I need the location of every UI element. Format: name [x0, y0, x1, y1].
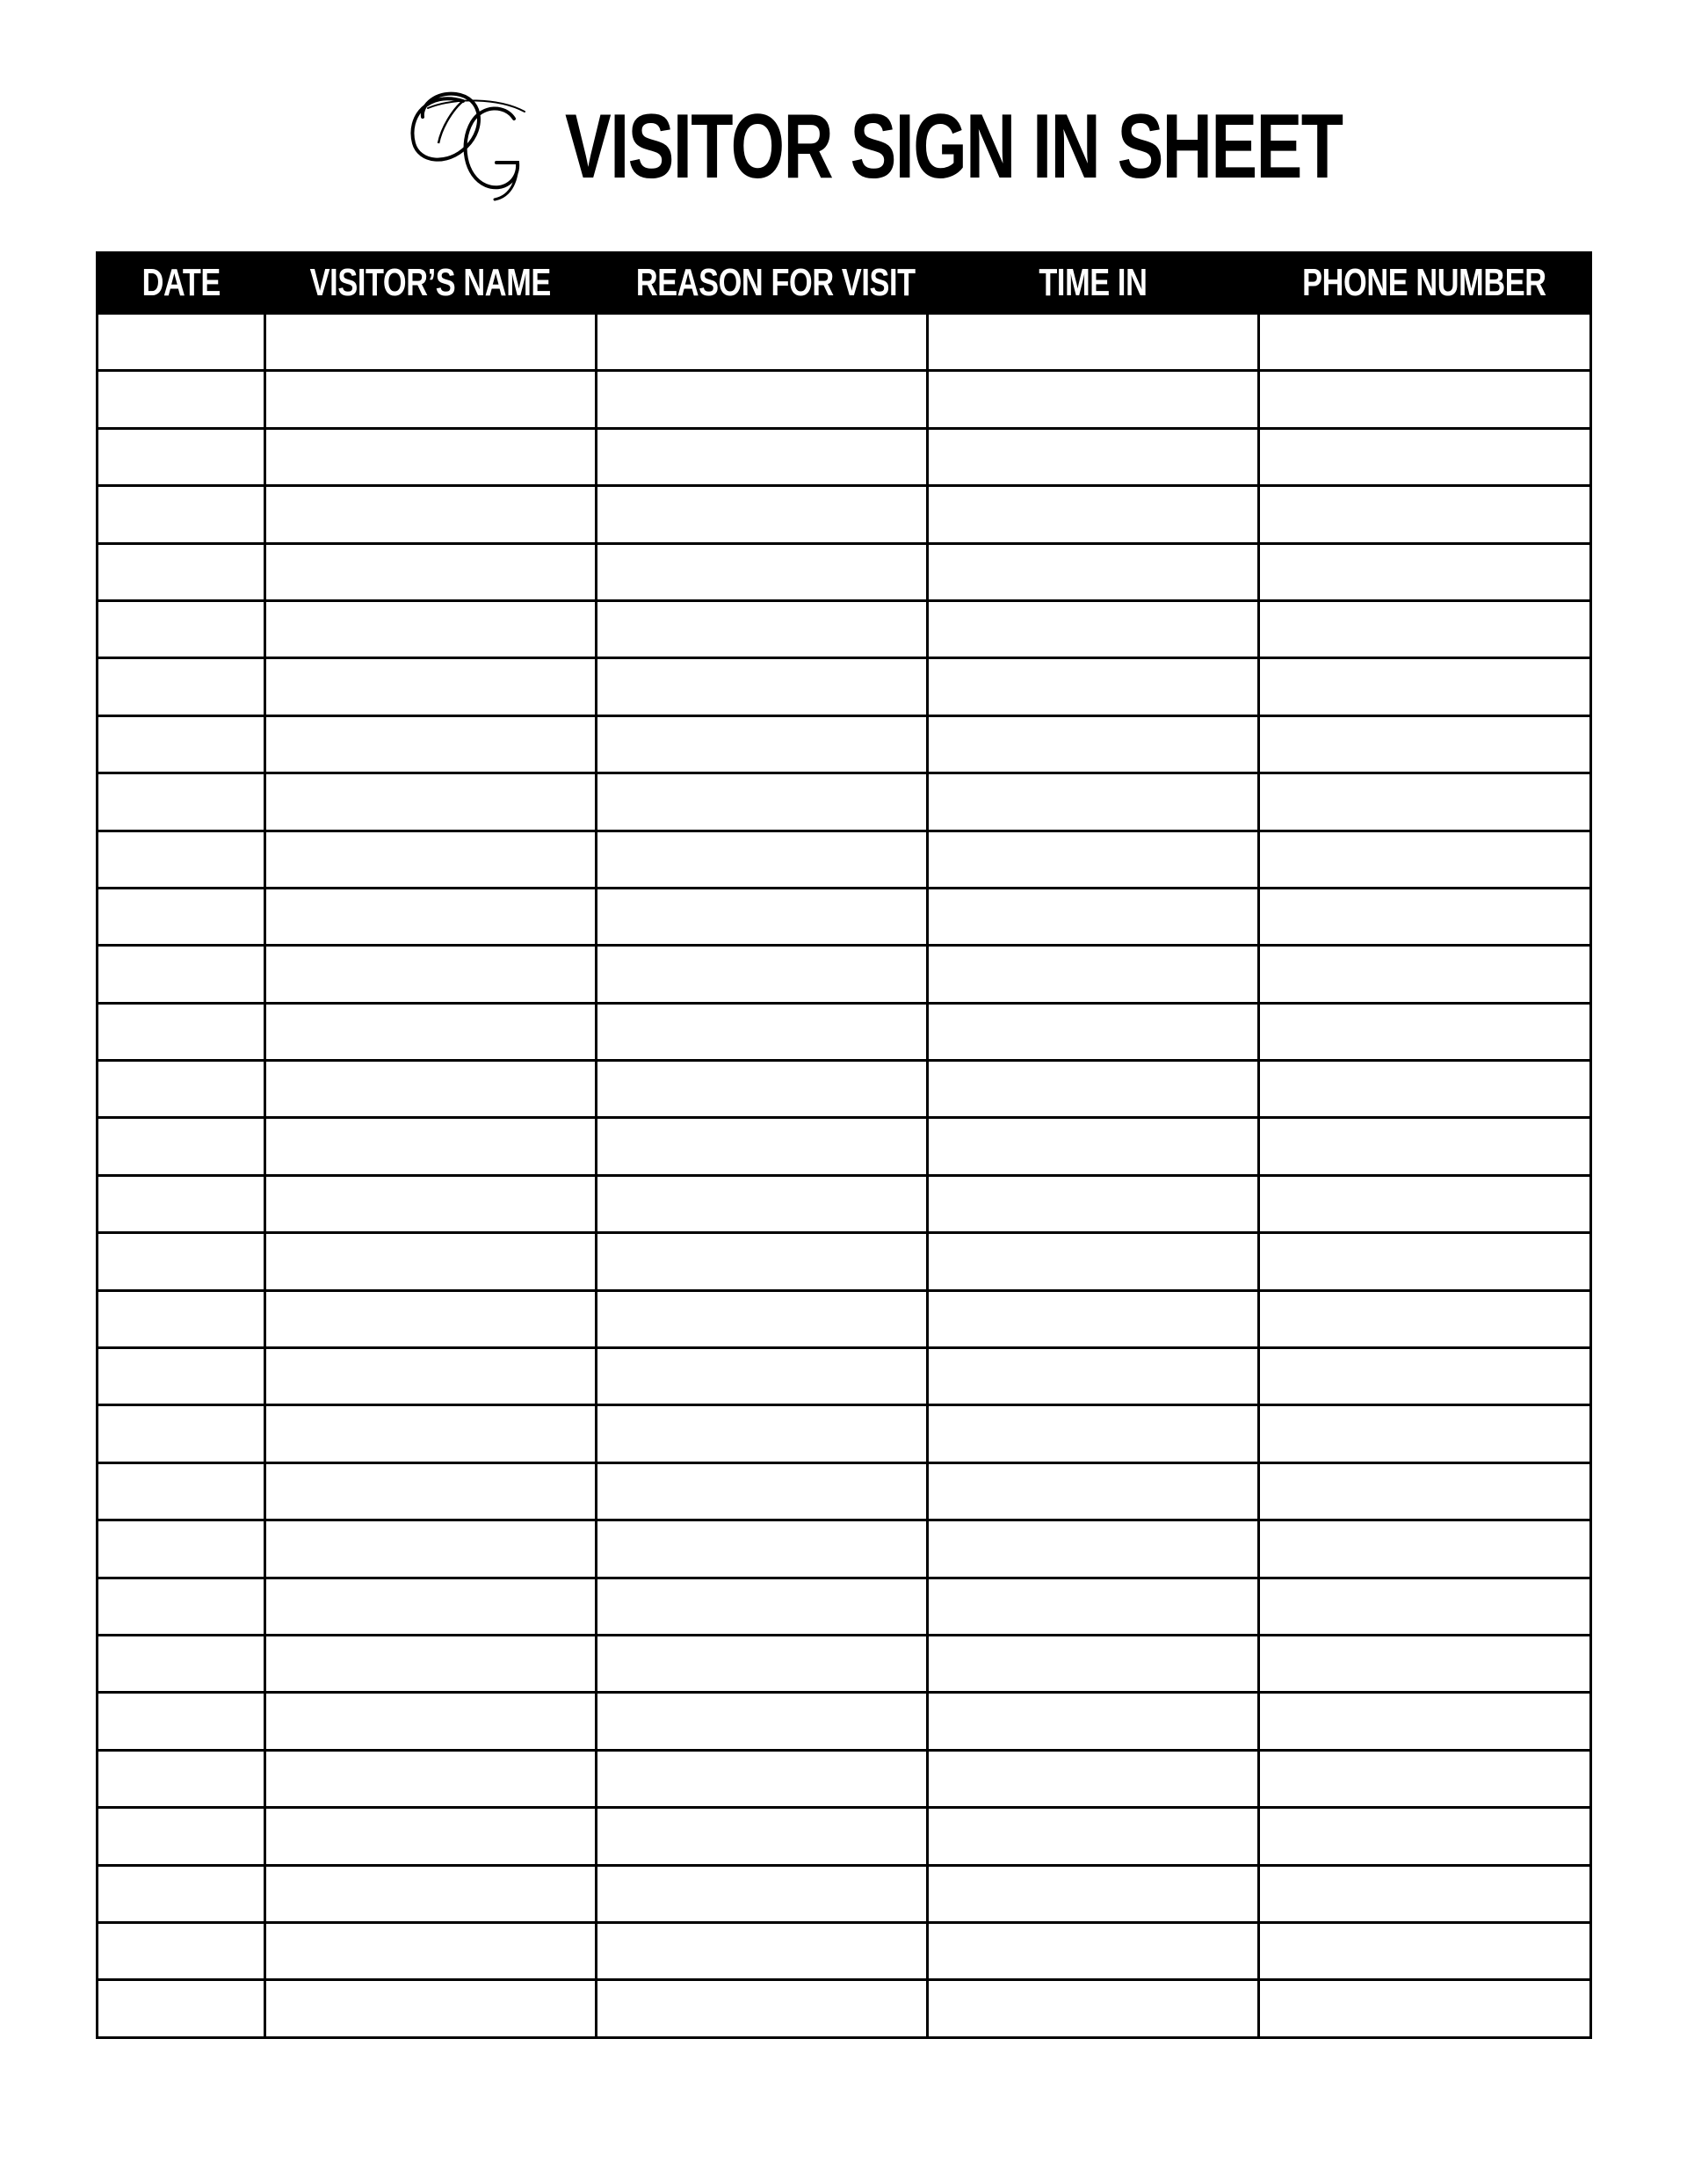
- cell-reason[interactable]: [597, 831, 928, 888]
- table-row: [98, 773, 1591, 831]
- cell-reason[interactable]: [597, 946, 928, 1003]
- cell-date[interactable]: [98, 1520, 265, 1578]
- cell-visitor-name[interactable]: [265, 946, 597, 1003]
- cell-time-in[interactable]: [928, 1980, 1259, 2037]
- cell-visitor-name[interactable]: [265, 1290, 597, 1347]
- cell-phone[interactable]: [1259, 543, 1591, 600]
- cell-visitor-name[interactable]: [265, 1118, 597, 1175]
- table-row: [98, 371, 1591, 428]
- table-row: [98, 1462, 1591, 1520]
- table-row: [98, 1750, 1591, 1807]
- cell-phone[interactable]: [1259, 1462, 1591, 1520]
- cell-visitor-name[interactable]: [265, 1003, 597, 1060]
- cell-time-in[interactable]: [928, 428, 1259, 485]
- cell-visitor-name[interactable]: [265, 1578, 597, 1635]
- cell-phone[interactable]: [1259, 715, 1591, 773]
- sign-in-table: [96, 251, 1592, 2039]
- cell-phone[interactable]: [1259, 371, 1591, 428]
- cell-date[interactable]: [98, 1348, 265, 1405]
- table-row: [98, 543, 1591, 600]
- cell-phone[interactable]: [1259, 1578, 1591, 1635]
- cell-phone[interactable]: [1259, 1693, 1591, 1750]
- table-row: [98, 1578, 1591, 1635]
- cell-phone[interactable]: [1259, 314, 1591, 371]
- column-header-visitor-name: VISITOR’S NAME: [265, 253, 597, 314]
- cell-phone[interactable]: [1259, 1980, 1591, 2037]
- cell-time-in[interactable]: [928, 1118, 1259, 1175]
- cell-date[interactable]: [98, 773, 265, 831]
- cell-visitor-name[interactable]: [265, 888, 597, 945]
- cell-time-in[interactable]: [928, 1290, 1259, 1347]
- cell-reason[interactable]: [597, 888, 928, 945]
- column-header-reason: REASON FOR VISIT: [597, 253, 928, 314]
- cell-time-in[interactable]: [928, 1520, 1259, 1578]
- cell-visitor-name[interactable]: [265, 1175, 597, 1232]
- cell-reason[interactable]: [597, 1061, 928, 1118]
- cell-visitor-name[interactable]: [265, 1462, 597, 1520]
- cell-visitor-name[interactable]: [265, 658, 597, 715]
- cell-reason[interactable]: [597, 1405, 928, 1462]
- cell-date[interactable]: [98, 888, 265, 945]
- cell-phone[interactable]: [1259, 1520, 1591, 1578]
- og-monogram-logo: [402, 82, 542, 205]
- cell-visitor-name[interactable]: [265, 1233, 597, 1290]
- cell-visitor-name[interactable]: [265, 600, 597, 657]
- cell-reason[interactable]: [597, 1118, 928, 1175]
- cell-date[interactable]: [98, 831, 265, 888]
- cell-visitor-name[interactable]: [265, 1405, 597, 1462]
- column-header-date: DATE: [98, 253, 265, 314]
- cell-date[interactable]: [98, 1808, 265, 1865]
- cell-date[interactable]: [98, 600, 265, 657]
- table-row: [98, 1808, 1591, 1865]
- cell-time-in[interactable]: [928, 715, 1259, 773]
- cell-time-in[interactable]: [928, 1405, 1259, 1462]
- cell-reason[interactable]: [597, 1233, 928, 1290]
- page-title: VISITOR SIGN IN SHEET: [565, 96, 1343, 198]
- cell-date[interactable]: [98, 1578, 265, 1635]
- cell-phone[interactable]: [1259, 1233, 1591, 1290]
- cell-phone[interactable]: [1259, 658, 1591, 715]
- table-row: [98, 831, 1591, 888]
- table-body: [98, 314, 1591, 2038]
- cell-reason[interactable]: [597, 600, 928, 657]
- table-row: [98, 486, 1591, 543]
- cell-phone[interactable]: [1259, 428, 1591, 485]
- table-row: [98, 1348, 1591, 1405]
- cell-reason[interactable]: [597, 773, 928, 831]
- table-header-row: [98, 253, 1591, 314]
- cell-time-in[interactable]: [928, 1462, 1259, 1520]
- cell-date[interactable]: [98, 428, 265, 485]
- cell-date[interactable]: [98, 946, 265, 1003]
- cell-date[interactable]: [98, 1980, 265, 2037]
- cell-phone[interactable]: [1259, 831, 1591, 888]
- cell-time-in[interactable]: [928, 1922, 1259, 1979]
- table-row: [98, 314, 1591, 371]
- column-header-phone: PHONE NUMBER: [1259, 253, 1591, 314]
- cell-phone[interactable]: [1259, 1750, 1591, 1807]
- cell-time-in[interactable]: [928, 658, 1259, 715]
- cell-time-in[interactable]: [928, 888, 1259, 945]
- cell-time-in[interactable]: [928, 1175, 1259, 1232]
- table-row: [98, 1865, 1591, 1922]
- cell-date[interactable]: [98, 1118, 265, 1175]
- cell-reason[interactable]: [597, 1808, 928, 1865]
- cell-visitor-name[interactable]: [265, 1865, 597, 1922]
- cell-time-in[interactable]: [928, 1233, 1259, 1290]
- cell-time-in[interactable]: [928, 1750, 1259, 1807]
- cell-reason[interactable]: [597, 1922, 928, 1979]
- cell-date[interactable]: [98, 1061, 265, 1118]
- cell-visitor-name[interactable]: [265, 543, 597, 600]
- cell-phone[interactable]: [1259, 1175, 1591, 1232]
- cell-date[interactable]: [98, 543, 265, 600]
- cell-phone[interactable]: [1259, 600, 1591, 657]
- cell-date[interactable]: [98, 1693, 265, 1750]
- cell-time-in[interactable]: [928, 1061, 1259, 1118]
- table-row: [98, 1233, 1591, 1290]
- cell-time-in[interactable]: [928, 543, 1259, 600]
- cell-phone[interactable]: [1259, 486, 1591, 543]
- cell-date[interactable]: [98, 1462, 265, 1520]
- cell-reason[interactable]: [597, 428, 928, 485]
- cell-reason[interactable]: [597, 1693, 928, 1750]
- cell-visitor-name[interactable]: [265, 1520, 597, 1578]
- cell-visitor-name[interactable]: [265, 831, 597, 888]
- cell-date[interactable]: [98, 1865, 265, 1922]
- table-row: [98, 888, 1591, 945]
- cell-visitor-name[interactable]: [265, 1980, 597, 2037]
- cell-reason[interactable]: [597, 658, 928, 715]
- cell-time-in[interactable]: [928, 946, 1259, 1003]
- cell-time-in[interactable]: [928, 371, 1259, 428]
- cell-time-in[interactable]: [928, 486, 1259, 543]
- cell-reason[interactable]: [597, 1348, 928, 1405]
- cell-visitor-name[interactable]: [265, 1061, 597, 1118]
- cell-date[interactable]: [98, 715, 265, 773]
- cell-reason[interactable]: [597, 1980, 928, 2037]
- cell-date[interactable]: [98, 1922, 265, 1979]
- cell-time-in[interactable]: [928, 1808, 1259, 1865]
- table-row: [98, 1693, 1591, 1750]
- cell-visitor-name[interactable]: [265, 1693, 597, 1750]
- cell-reason[interactable]: [597, 314, 928, 371]
- cell-visitor-name[interactable]: [265, 486, 597, 543]
- cell-visitor-name[interactable]: [265, 715, 597, 773]
- cell-phone[interactable]: [1259, 1405, 1591, 1462]
- table-row: [98, 1520, 1591, 1578]
- cell-reason[interactable]: [597, 486, 928, 543]
- column-header-time-in: TIME IN: [928, 253, 1259, 314]
- cell-time-in[interactable]: [928, 831, 1259, 888]
- cell-time-in[interactable]: [928, 314, 1259, 371]
- cell-date[interactable]: [98, 1233, 265, 1290]
- cell-date[interactable]: [98, 658, 265, 715]
- cell-time-in[interactable]: [928, 1635, 1259, 1692]
- cell-phone[interactable]: [1259, 1808, 1591, 1865]
- cell-phone[interactable]: [1259, 946, 1591, 1003]
- cell-phone[interactable]: [1259, 1922, 1591, 1979]
- cell-time-in[interactable]: [928, 600, 1259, 657]
- table-row: [98, 1405, 1591, 1462]
- cell-reason[interactable]: [597, 371, 928, 428]
- table-row: [98, 1061, 1591, 1118]
- cell-date[interactable]: [98, 314, 265, 371]
- cell-visitor-name[interactable]: [265, 773, 597, 831]
- cell-reason[interactable]: [597, 1750, 928, 1807]
- cell-date[interactable]: [98, 1175, 265, 1232]
- table-row: [98, 1175, 1591, 1232]
- cell-visitor-name[interactable]: [265, 428, 597, 485]
- cell-date[interactable]: [98, 1003, 265, 1060]
- table-row: [98, 946, 1591, 1003]
- table-row: [98, 1922, 1591, 1979]
- cell-visitor-name[interactable]: [265, 1808, 597, 1865]
- table-row: [98, 1980, 1591, 2037]
- table-row: [98, 600, 1591, 657]
- cell-date[interactable]: [98, 1405, 265, 1462]
- cell-visitor-name[interactable]: [265, 1922, 597, 1979]
- cell-date[interactable]: [98, 1750, 265, 1807]
- cell-visitor-name[interactable]: [265, 371, 597, 428]
- cell-visitor-name[interactable]: [265, 1635, 597, 1692]
- cell-visitor-name[interactable]: [265, 1348, 597, 1405]
- cell-phone[interactable]: [1259, 1061, 1591, 1118]
- cell-reason[interactable]: [597, 1520, 928, 1578]
- cell-phone[interactable]: [1259, 1348, 1591, 1405]
- cell-date[interactable]: [98, 1290, 265, 1347]
- cell-phone[interactable]: [1259, 1635, 1591, 1692]
- table-row: [98, 428, 1591, 485]
- cell-phone[interactable]: [1259, 888, 1591, 945]
- cell-reason[interactable]: [597, 1578, 928, 1635]
- cell-time-in[interactable]: [928, 773, 1259, 831]
- cell-reason[interactable]: [597, 543, 928, 600]
- table-row: [98, 1635, 1591, 1692]
- cell-time-in[interactable]: [928, 1003, 1259, 1060]
- cell-time-in[interactable]: [928, 1693, 1259, 1750]
- cell-phone[interactable]: [1259, 773, 1591, 831]
- cell-phone[interactable]: [1259, 1865, 1591, 1922]
- cell-phone[interactable]: [1259, 1290, 1591, 1347]
- cell-reason[interactable]: [597, 1290, 928, 1347]
- table-row: [98, 1118, 1591, 1175]
- table-row: [98, 1290, 1591, 1347]
- cell-reason[interactable]: [597, 1865, 928, 1922]
- cell-reason[interactable]: [597, 715, 928, 773]
- header: [0, 77, 1687, 209]
- cell-phone[interactable]: [1259, 1118, 1591, 1175]
- cell-time-in[interactable]: [928, 1578, 1259, 1635]
- cell-visitor-name[interactable]: [265, 1750, 597, 1807]
- cell-time-in[interactable]: [928, 1348, 1259, 1405]
- cell-reason[interactable]: [597, 1635, 928, 1692]
- cell-visitor-name[interactable]: [265, 314, 597, 371]
- cell-reason[interactable]: [597, 1175, 928, 1232]
- cell-time-in[interactable]: [928, 1865, 1259, 1922]
- table-row: [98, 715, 1591, 773]
- cell-reason[interactable]: [597, 1462, 928, 1520]
- cell-reason[interactable]: [597, 1003, 928, 1060]
- cell-date[interactable]: [98, 486, 265, 543]
- cell-date[interactable]: [98, 371, 265, 428]
- table-row: [98, 1003, 1591, 1060]
- cell-date[interactable]: [98, 1635, 265, 1692]
- table-row: [98, 658, 1591, 715]
- cell-phone[interactable]: [1259, 1003, 1591, 1060]
